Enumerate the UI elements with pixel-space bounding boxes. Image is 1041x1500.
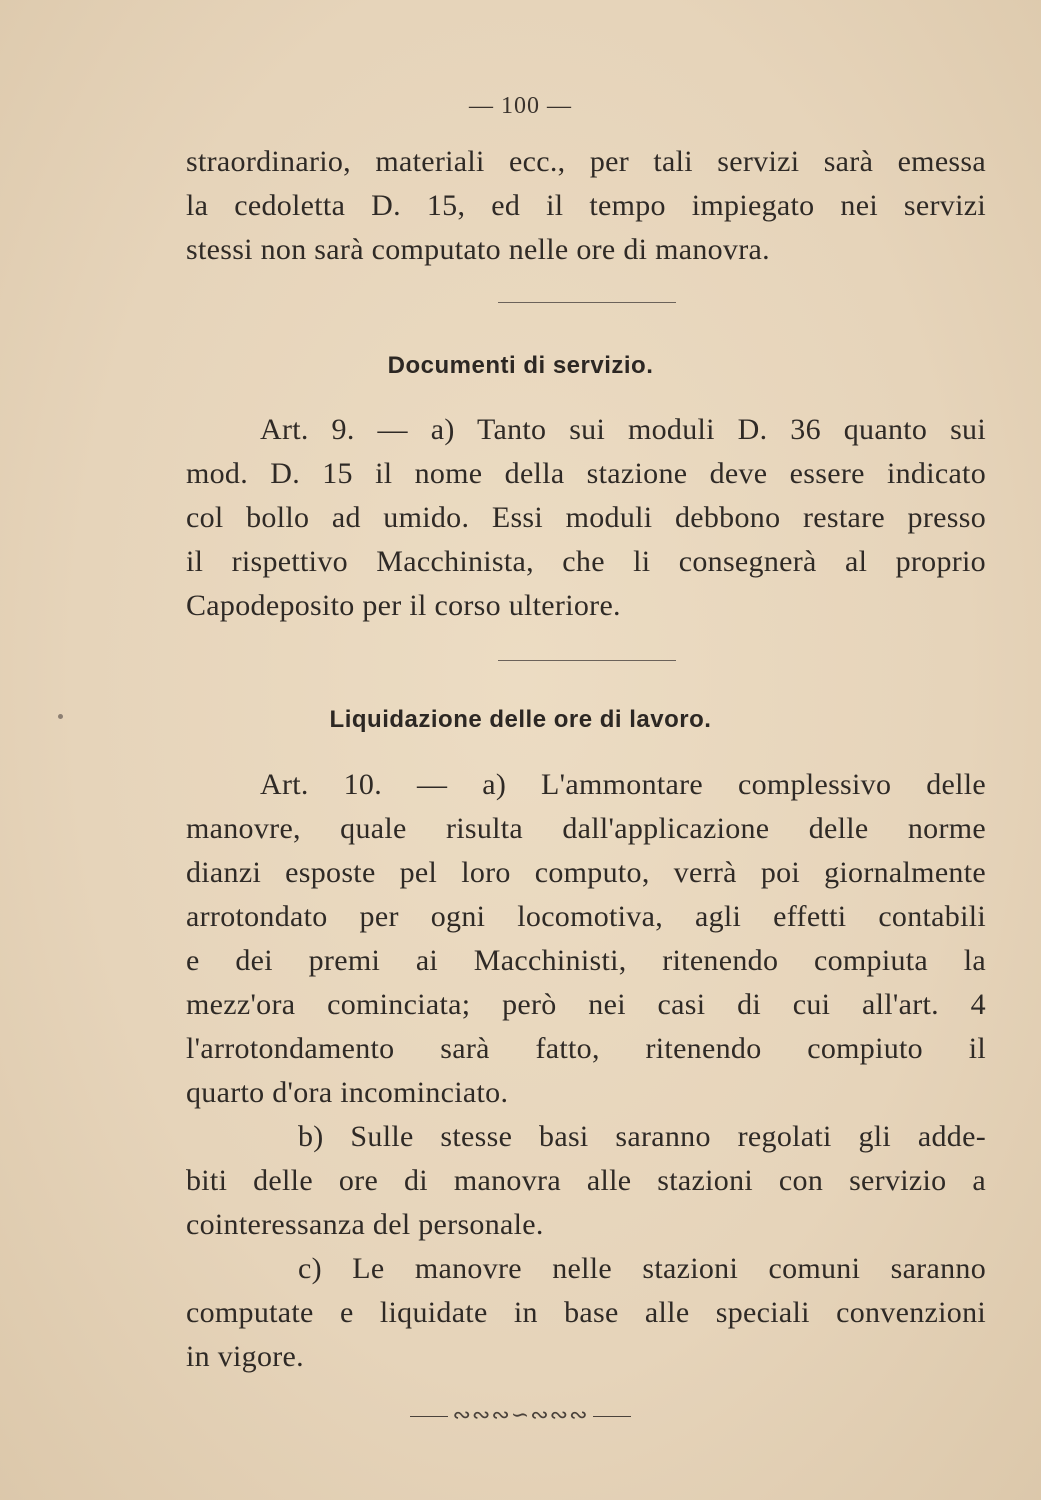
text-line: l'arrotondamento sarà fatto, ritenendo compiuto il [186,1032,986,1065]
text-line: col bollo ad umido. Essi moduli debbono restare presso [186,501,986,534]
section-heading-documenti: Documenti di servizio. [387,352,654,379]
text-line: computate e liquidate in base alle speciali convenzioni [186,1296,986,1329]
text-line: cointeressanza del personale. [186,1208,544,1241]
text-line: mezz'ora cominciata; però nei casi di cui all'art. 4 [186,988,986,1021]
text-line: c) Le manovre nelle stazioni comuni saranno [298,1252,986,1285]
text-line: dianzi esposte pel loro computo, verrà poi giornalmente [186,856,986,889]
text-line: stessi non sarà computato nelle ore di manovra. [186,233,770,266]
text-line: b) Sulle stesse basi saranno regolati gli adde- [298,1120,986,1153]
text-line: arrotondato per ogni locomotiva, agli effetti contabili [186,900,986,933]
end-ornament [0,1402,1041,1428]
ornament-dash-right [593,1416,631,1417]
page-number: — 100 — [469,93,572,119]
text-line: Capodeposito per il corso ulteriore. [186,589,621,622]
text-line: la cedoletta D. 15, ed il tempo impiegato nei servizi [186,189,986,222]
intro-paragraph [186,140,986,272]
article-9-paragraph [186,408,986,628]
text-line: quarto d'ora incominciato. [186,1076,509,1109]
ornament-flourish-icon: ∾∾∾∽∾∾∾ [452,1402,589,1427]
text-line: straordinario, materiali ecc., per tali servizi sarà emessa [186,145,986,178]
section-divider [498,660,676,661]
text-line: Art. 10. — a) L'ammontare complessivo delle [260,768,986,801]
ornament-dash-left [410,1416,448,1417]
text-line: biti delle ore di manovra alle stazioni con servizio a [186,1164,986,1197]
article-10-paragraph [186,763,986,1379]
text-line: Art. 9. — a) Tanto sui moduli D. 36 quanto sui [260,413,986,446]
text-line: e dei premi ai Macchinisti, ritenendo compiuta la [186,944,986,977]
text-line: in vigore. [186,1340,304,1373]
text-line: manovre, quale risulta dall'applicazione delle norme [186,812,986,845]
section-heading-liquidazione: Liquidazione delle ore di lavoro. [329,706,712,733]
paper-speck [58,714,63,719]
text-line: il rispettivo Macchinista, che li consegnerà al proprio [186,545,986,578]
text-line: mod. D. 15 il nome della stazione deve essere indicato [186,457,986,490]
section-divider [498,302,676,303]
